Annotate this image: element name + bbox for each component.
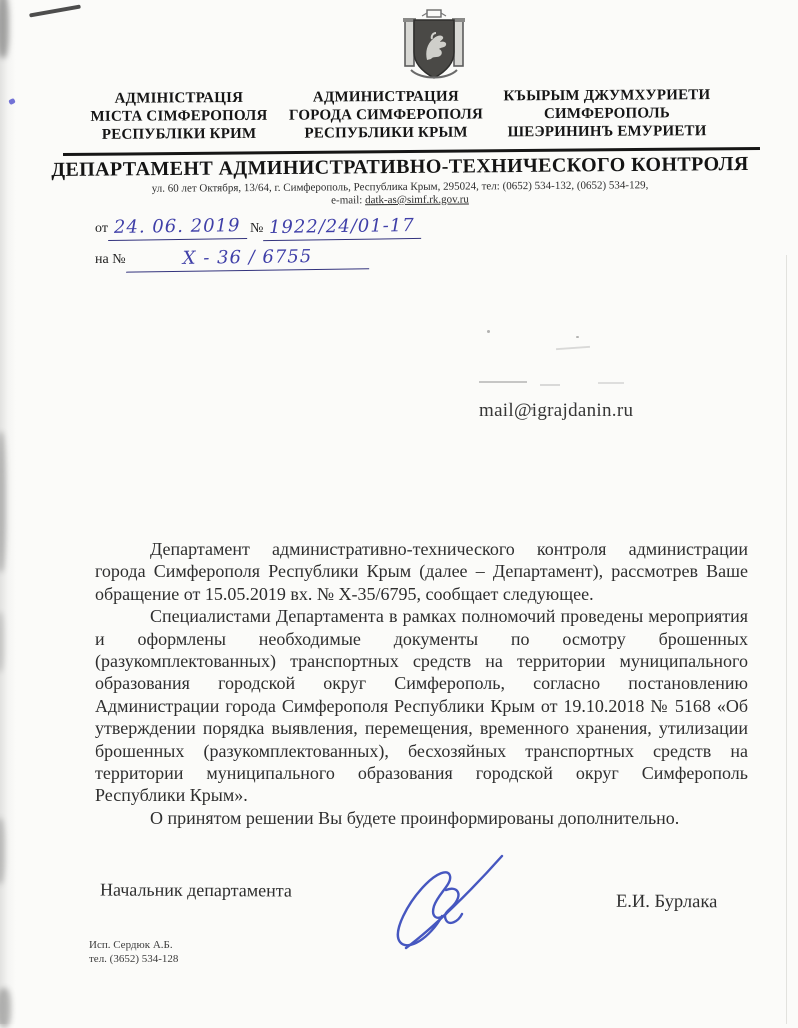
- org-line: СИМФЕРОПОЛЬ: [543, 105, 671, 123]
- executor-name: Исп. Сердюк А.Б.: [89, 939, 173, 951]
- handwritten-date: 24. 06. 2019: [113, 215, 241, 238]
- org-name-columns: [70, 86, 730, 144]
- erased-text-mark: [556, 346, 590, 350]
- from-label: от: [95, 221, 108, 236]
- erased-text-mark: [598, 382, 624, 384]
- scan-speck: [576, 336, 579, 338]
- body-paragraph: О принятом решении Вы будете проинформированы дополнительно.: [150, 807, 680, 828]
- org-name-crimean-tatar: [484, 86, 730, 142]
- executor-phone: тел. (3652) 534-128: [89, 953, 179, 965]
- org-email-value: datk-as@simf.rk.gov.ru: [365, 193, 469, 207]
- erased-text-mark: [479, 381, 527, 383]
- org-line: МІСТА СІМФЕРОПОЛЯ: [90, 107, 268, 125]
- scan-artifact-blob: [0, 432, 6, 572]
- scan-artifact-blob: [0, 612, 4, 672]
- scan-artifact-diagonal-line: [29, 5, 81, 18]
- body-paragraph: Специалистами Департамента в рамках полномочий проведены мероприятия и оформлены необходимые документы по осмотру брошенных (разукомплектованных) транспортных средств на территории муниципального образования городской округ Симферополь, согласно постановлению Администрации города Симферополя Республики Крым от 19.10.2018 № 5168 «Об утверждении порядка выявления, перемещения, временного хранения, утилизации брошенных (разукомплектованных), бесхозяйных транспортных средств на территории муниципального образования городской округ Симферополь Республики Крым».: [95, 606, 748, 806]
- org-name-russian: [288, 87, 484, 142]
- handwritten-signature-icon: [378, 850, 508, 960]
- outgoing-reference-line: [95, 216, 421, 240]
- org-name-ukrainian: [70, 89, 288, 144]
- org-line: АДМІНІСТРАЦІЯ: [114, 89, 244, 107]
- address-line: ул. 60 лет Октября, 13/64, г. Симферополь, Республика Крым, 295024, тел: (0652) 534-132, (0652) 534-129,: [151, 179, 649, 195]
- letter-body: [95, 538, 748, 829]
- body-paragraph: Департамент административно-технического контроля администрации города Симферополя Республики Крым (далее – Департамент), рассмотрев Ваше обращение от 15.05.2019 вх. № Х-35/6795, сообщает следующее.: [95, 539, 748, 604]
- org-line: КЪЫРЫМ ДЖУМХУРИЕТИ: [503, 87, 711, 105]
- org-line: ШЕЭРИНИНЪ ЕМУРИЕТИ: [507, 123, 707, 141]
- scan-artifact-blue-speck: [8, 98, 16, 105]
- department-title: ДЕПАРТАМЕНТ АДМИНИСТРАТИВНО-ТЕХНИЧЕСКОГО КОНТРОЛЯ: [51, 152, 749, 182]
- org-line: РЕСПУБЛІКИ КРИМ: [101, 125, 257, 143]
- reply-to-label: на №: [95, 252, 126, 267]
- org-line: РЕСПУБЛИКИ КРЫМ: [304, 124, 468, 142]
- signatory-name: Е.И. Бурлака: [615, 891, 718, 913]
- scan-speck: [487, 330, 490, 333]
- recipient-email: mail@igrajdanin.ru: [479, 400, 634, 421]
- incoming-reference-line: [95, 247, 369, 271]
- handwritten-outgoing-number: 1922/24/01-17: [269, 214, 416, 239]
- executor-footer: [89, 938, 178, 966]
- scan-artifact-blob: [0, 988, 11, 1028]
- signatory-position: Начальник департамента: [99, 879, 292, 901]
- handwritten-incoming-number: Х - 36 / 6755: [182, 246, 312, 269]
- email-label: e-mail:: [331, 194, 366, 207]
- erased-text-mark: [540, 384, 560, 386]
- org-line: ГОРОДА СИМФЕРОПОЛЯ: [288, 106, 484, 124]
- scan-artifact-blob: [0, 0, 9, 58]
- crimea-coat-of-arms-icon: [397, 8, 471, 86]
- org-line: АДМИНИСТРАЦИЯ: [312, 88, 459, 106]
- number-label: №: [249, 221, 264, 236]
